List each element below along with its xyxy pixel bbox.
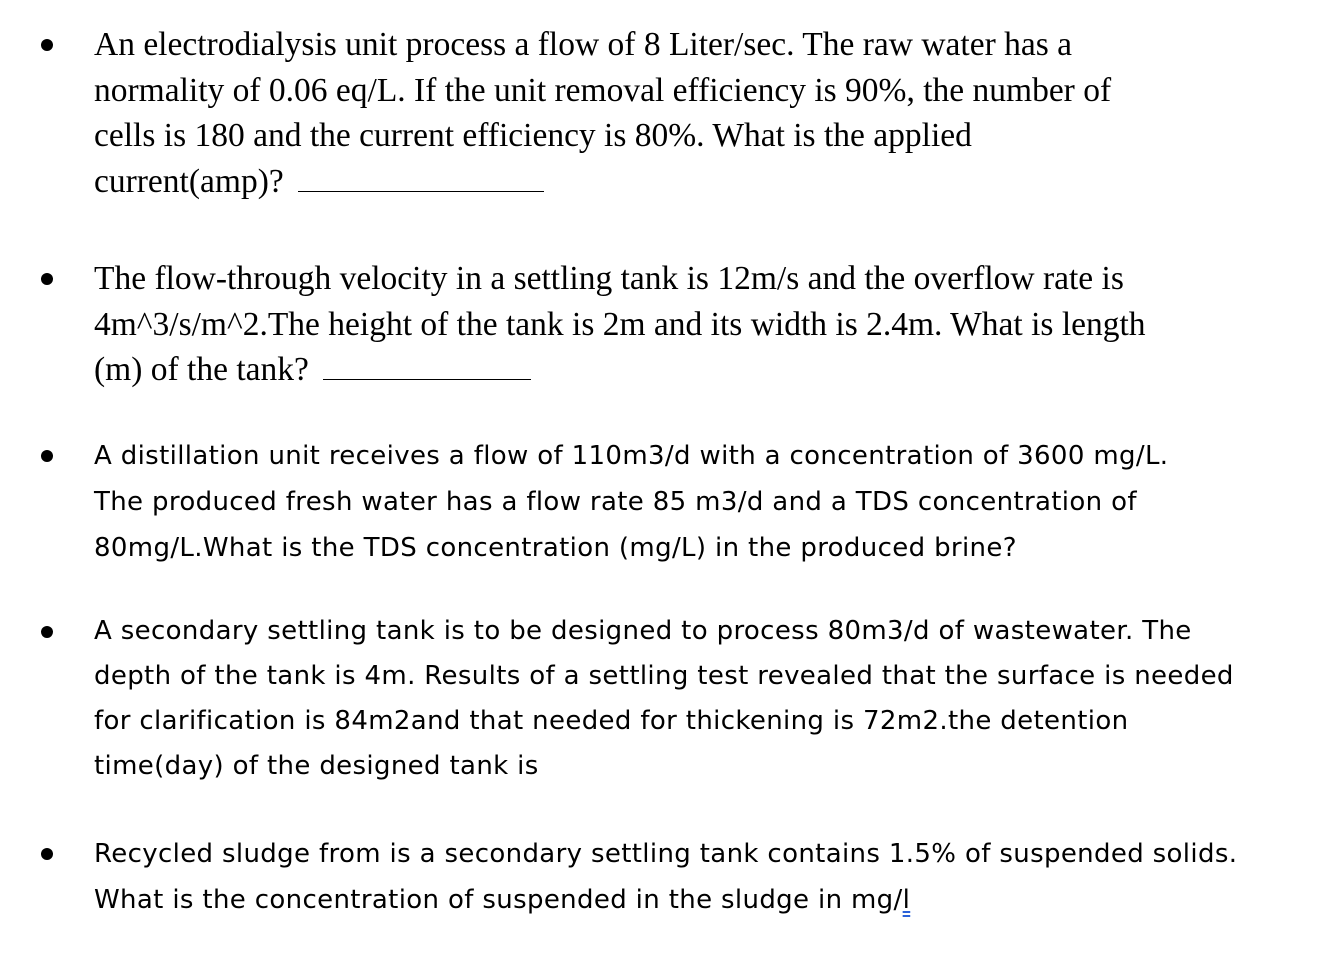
question-line: What is the concentration of suspended in the sludge in mg/ — [94, 885, 903, 915]
bullet-icon — [41, 450, 53, 462]
question-line: (m) of the tank? — [94, 351, 309, 388]
question-line: depth of the tank is 4m. Results of a settling test revealed that the surface is needed — [94, 661, 1234, 691]
question-text — [94, 609, 1334, 789]
question-line: 80mg/L.What is the TDS concentration (mg/L) in the produced brine? — [94, 533, 1017, 563]
question-text — [94, 256, 1334, 393]
bullet-icon — [41, 848, 53, 860]
question-line-with-link — [94, 877, 1334, 923]
question-line: time(day) of the designed tank is — [94, 751, 539, 781]
question-line: for clarification is 84m2and that needed for thickening is 72m2.the detention — [94, 706, 1129, 736]
bullet-icon — [41, 39, 53, 51]
bullet-icon — [41, 273, 53, 285]
question-text — [94, 22, 1334, 204]
question-line-with-blank — [94, 347, 1334, 393]
question-line: 4m^3/s/m^2.The height of the tank is 2m and its width is 2.4m. What is length — [94, 305, 1146, 343]
question-line: A secondary settling tank is to be designed to process 80m3/d of wastewater. The — [94, 616, 1192, 646]
question-line: A distillation unit receives a flow of 110m3/d with a concentration of 3600 mg/L. — [94, 441, 1169, 471]
question-line: The flow-through velocity in a settling tank is 12m/s and the overflow rate is — [94, 260, 1124, 297]
question-text — [94, 433, 1334, 571]
answer-blank[interactable] — [298, 190, 544, 192]
question-line: cells is 180 and the current efficiency is 80%. What is the applied — [94, 117, 972, 154]
bullet-icon — [41, 626, 53, 638]
question-line: current(amp)? — [94, 162, 284, 200]
question-line: An electrodialysis unit process a flow of 8 Liter/sec. The raw water has a — [94, 26, 1072, 63]
question-line: Recycled sludge from is a secondary settling tank contains 1.5% of suspended solids. — [94, 839, 1238, 869]
answer-blank[interactable] — [323, 378, 531, 380]
underlined-text-cursor[interactable]: l — [902, 885, 911, 915]
question-line: normality of 0.06 eq/L. If the unit removal efficiency is 90%, the number of — [94, 71, 1112, 109]
question-line-with-blank — [94, 159, 1334, 205]
question-line: The produced fresh water has a flow rate 85 m3/d and a TDS concentration of — [94, 487, 1137, 517]
question-text — [94, 831, 1334, 923]
